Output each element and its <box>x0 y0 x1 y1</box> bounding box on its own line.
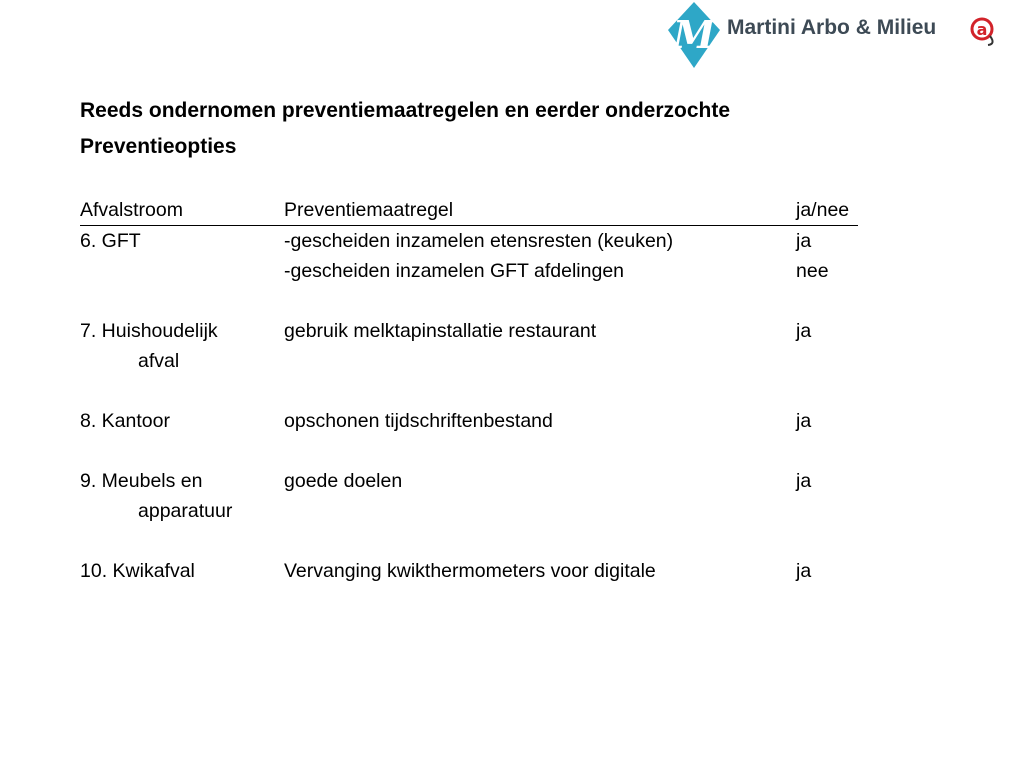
table-row <box>80 226 860 256</box>
row-spacer <box>80 286 860 316</box>
slide-title <box>80 93 730 165</box>
table-row <box>80 406 860 436</box>
logo-letter: M <box>672 12 716 57</box>
row-afvalstroom: 9. Meubels en <box>80 470 203 492</box>
row-maatregel: opschonen tijdschriftenbestand <box>284 410 553 432</box>
certification-seal <box>966 16 1020 52</box>
row-maatregel: gebruik melktapinstallatie restaurant <box>284 320 597 342</box>
row-ja-nee: ja <box>796 320 812 342</box>
table-row-continuation <box>80 496 860 526</box>
header-preventiemaatregel: Preventiemaatregel <box>284 199 454 221</box>
row-afvalstroom: 8. Kantoor <box>80 410 170 432</box>
row-afvalstroom: 10. Kwikafval <box>80 560 195 582</box>
table-header <box>80 195 858 226</box>
row-ja-nee: ja <box>796 230 812 252</box>
seal-letter: a <box>976 20 988 39</box>
row-afvalstroom: 6. GFT <box>80 230 141 252</box>
row-maatregel: Vervanging kwikthermometers voor digitale <box>284 560 656 582</box>
prevention-table <box>80 195 860 586</box>
row-afvalstroom-continued: afval <box>138 350 180 372</box>
certification-seal-icon <box>966 16 1020 46</box>
table-row-continuation <box>80 346 860 376</box>
title-line-2: Preventieopties <box>80 135 237 158</box>
row-spacer <box>80 436 860 466</box>
table-row <box>80 556 860 586</box>
company-logo <box>664 0 1020 72</box>
row-maatregel: goede doelen <box>284 470 403 492</box>
row-ja-nee: nee <box>796 260 829 282</box>
table-row <box>80 466 860 496</box>
row-ja-nee: ja <box>796 560 812 582</box>
row-afvalstroom-continued: apparatuur <box>138 500 233 522</box>
header-afvalstroom: Afvalstroom <box>80 199 183 221</box>
row-spacer <box>80 526 860 556</box>
title-line-1: Reeds ondernomen preventiemaatregelen en eerder onderzochte <box>80 99 731 122</box>
company-name: Martini Arbo & Milieu <box>727 16 937 39</box>
row-ja-nee: ja <box>796 470 812 492</box>
table-row <box>80 316 860 346</box>
row-ja-nee: ja <box>796 410 812 432</box>
row-spacer <box>80 376 860 406</box>
header-ja-nee: ja/nee <box>796 199 850 221</box>
row-maatregel: -gescheiden inzamelen etensresten (keuken) <box>284 230 674 252</box>
table-row <box>80 256 860 286</box>
row-afvalstroom: 7. Huishoudelijk <box>80 320 218 342</box>
martini-logo-icon <box>664 0 724 70</box>
row-maatregel: -gescheiden inzamelen GFT afdelingen <box>284 260 625 282</box>
